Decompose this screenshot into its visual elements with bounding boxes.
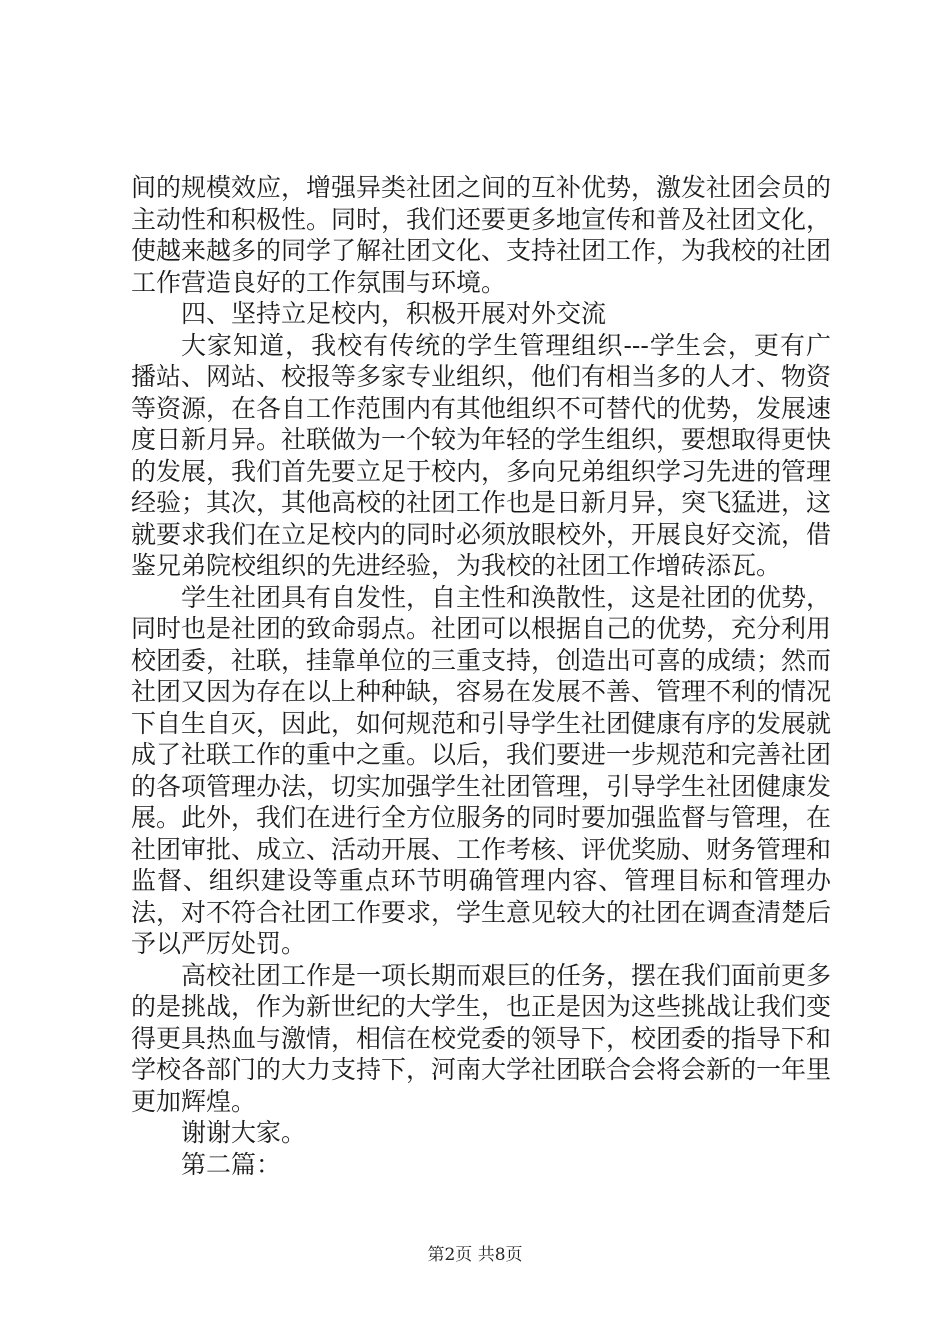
paragraph-next-part: 第二篇：	[181, 1149, 282, 1179]
paragraph-continuation: 间的规模效应，增强异类社团之间的互补优势，激发社团会员的主动性和积极性。同时，我们还要更多地宣传和普及社团文化，使越来越多的同学了解社团文化、支持社团工作，为我校的社团工作营造良好的工作氛围与环境。	[131, 173, 832, 297]
page-number: 第2页 共8页	[427, 1245, 523, 1265]
section-heading: 四、坚持立足校内，积极开展对外交流	[181, 299, 607, 328]
paragraph-exchange: 大家知道，我校有传统的学生管理组织---学生会，更有广播站、网站、校报等多家专业组织，他们有相当多的人才、物资等资源，在各自工作范围内有其他组织不可替代的优势，发展速度日新月异。社联做为一个较为年轻的学生组织，要想取得更快的发展，我们首先要立足于校内，多向兄弟组织学习先进的管理经验；其次，其他高校的社团工作也是日新月异，突飞猛进，这就要求我们在立足校内的同时必须放眼校外，开展良好交流，借鉴兄弟院校组织的先进经验，为我校的社团工作增砖添瓦。	[131, 330, 832, 580]
document-body	[131, 172, 831, 1180]
paragraph-conclusion: 高校社团工作是一项长期而艰巨的任务，摆在我们面前更多的是挑战，作为新世纪的大学生，也正是因为这些挑战让我们变得更具热血与激情，相信在校党委的领导下，校团委的指导下和学校各部门的大力支持下，河南大学社团联合会将会新的一年里更加辉煌。	[131, 960, 832, 1116]
paragraph-thanks: 谢谢大家。	[181, 1118, 307, 1147]
paragraph-management: 学生社团具有自发性，自主性和涣散性，这是社团的优势，同时也是社团的致命弱点。社团可以根据自己的优势，充分利用校团委，社联，挂靠单位的三重支持，创造出可喜的成绩；然而社团又因为存在以上种种缺，容易在发展不善、管理不利的情况下自生自灭，因此，如何规范和引导学生社团健康有序的发展就成了社联工作的重中之重。以后，我们要进一步规范和完善社团的各项管理办法，切实加强学生社团管理，引导学生社团健康发展。此外，我们在进行全方位服务的同时要加强监督与管理，在社团审批、成立、活动开展、工作考核、评优奖励、财务管理和监督、组织建设等重点环节明确管理内容、管理目标和管理办法，对不符合社团工作要求，学生意见较大的社团在调查清楚后予以严厉处罚。	[131, 582, 832, 958]
